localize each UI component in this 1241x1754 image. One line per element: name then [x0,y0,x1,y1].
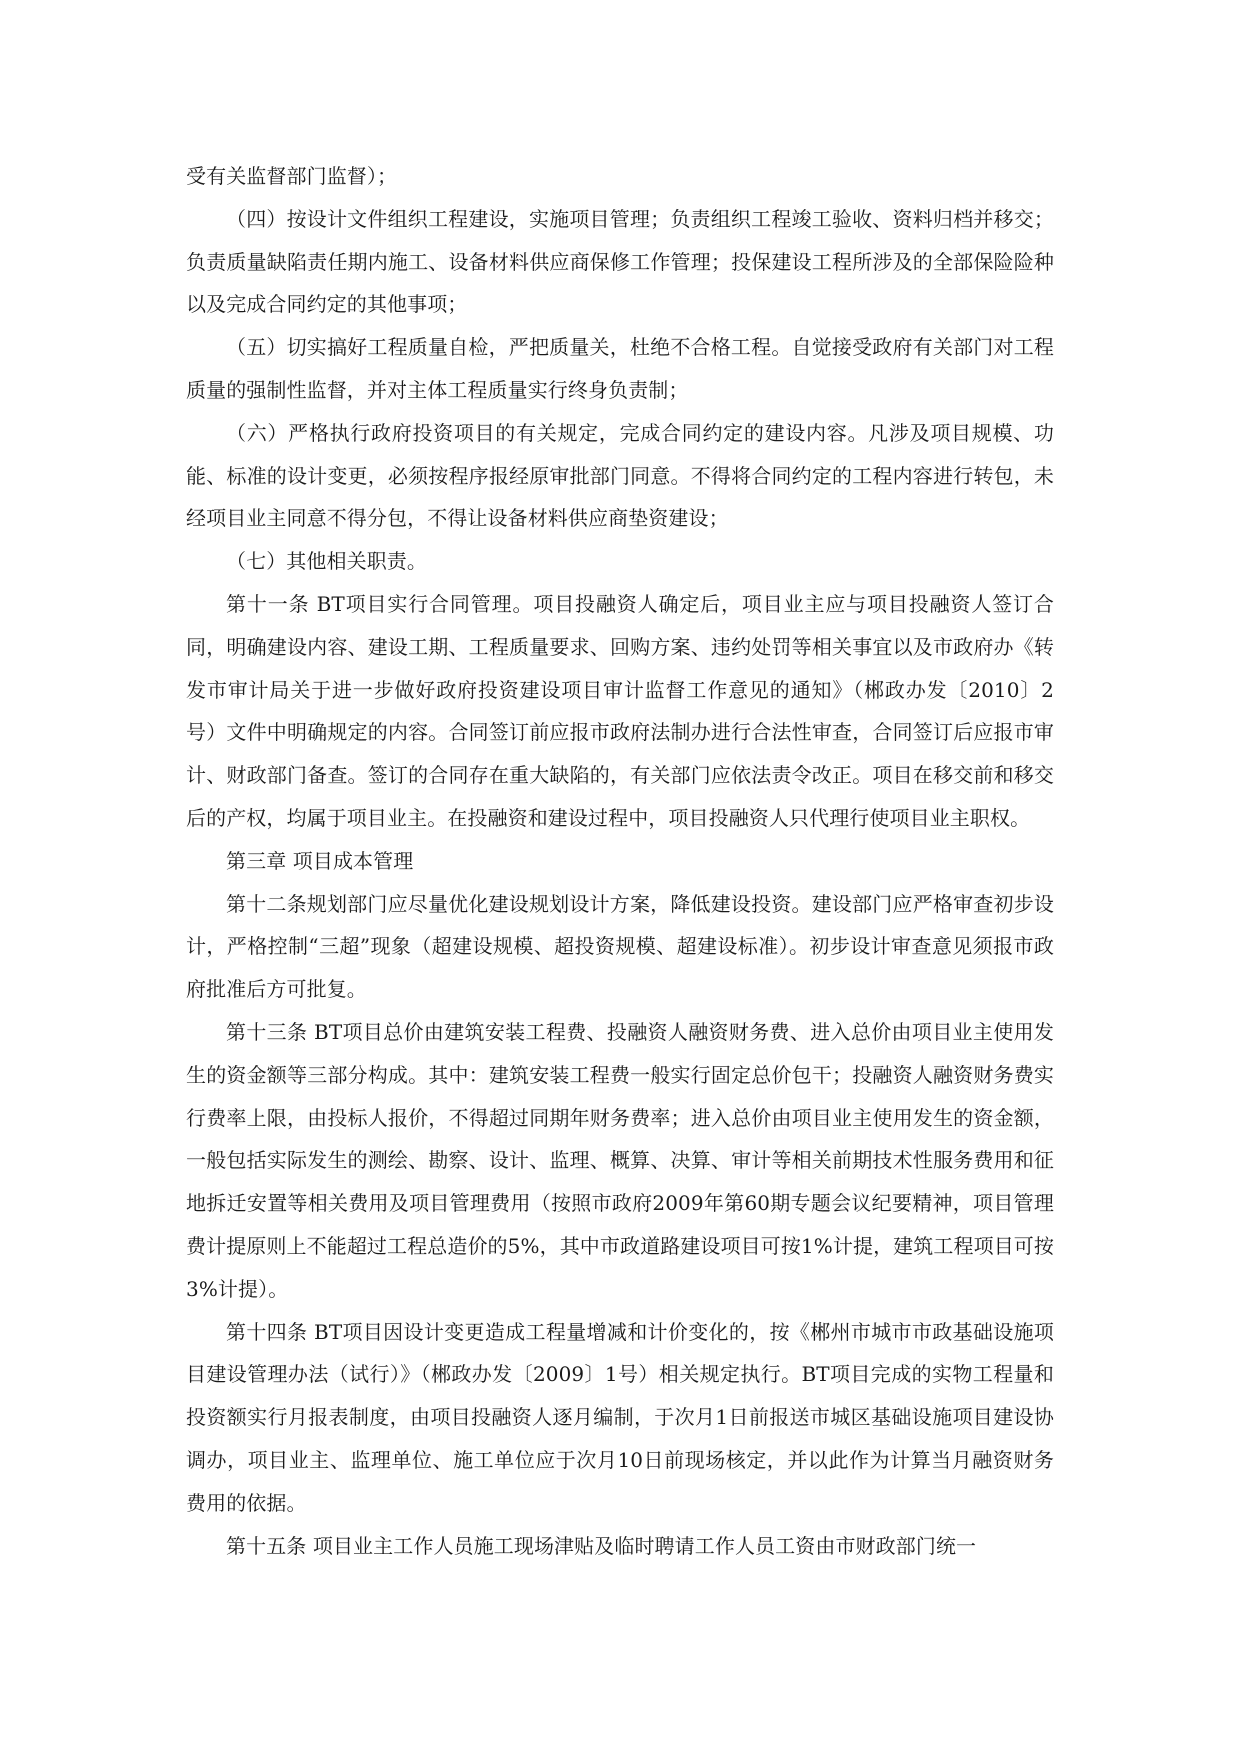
chapter-heading-3: 第三章 项目成本管理 [226,848,414,873]
paragraph-article-11: 第十一条 BT项目实行合同管理。项目投融资人确定后，项目业主应与项目投融资人签订合同，明确建设内容、建设工期、工程质量要求、回购方案、违约处罚等相关事宜以及市政府办《转发市审计局关于进一步做好政府投资建设项目审计监督工作意见的通知》（郴政办发〔2010〕2号）文件中明确规定的内容。合同签订前应报市政府法制办进行合法性审查，合同签订后应报市审计、财政部门备查。签订的合同存在重大缺陷的，有关部门应依法责令改正。项目在移交前和移交后的产权，均属于项目业主。在投融资和建设过程中，项目投融资人只代理行使项目业主职权。 [186,591,1054,830]
paragraph-item-4: （四）按设计文件组织工程建设，实施项目管理；负责组织工程竣工验收、资料归档并移交；负责质量缺陷责任期内施工、设备材料供应商保修工作管理；投保建设工程所涉及的全部保险险种以及完成合同约定的其他事项； [186,206,1054,317]
paragraph-continuation: 受有关监督部门监督）； [186,164,398,188]
paragraph-article-15: 第十五条 项目业主工作人员施工现场津贴及临时聘请工作人员工资由市财政部门统一 [226,1533,977,1558]
paragraph-item-7: （七）其他相关职责。 [226,549,427,574]
paragraph-item-5: （五）切实搞好工程质量自检，严把质量关，杜绝不合格工程。自觉接受政府有关部门对工程质量的强制性监督，并对主体工程质量实行终身负责制； [186,335,1054,402]
paragraph-article-14: 第十四条 BT项目因设计变更造成工程量增减和计价变化的，按《郴州市城市市政基础设施项目建设管理办法（试行）》（郴政办发〔2009〕1号）相关规定执行。BT项目完成的实物工程量和投资额实行月报表制度，由项目投融资人逐月编制，于次月1日前报送市城区基础设施项目建设协调办，项目业主、监理单位、施工单位应于次月10日前现场核定，并以此作为计算当月融资财务费用的依据。 [186,1319,1054,1515]
paragraph-article-13: 第十三条 BT项目总价由建筑安装工程费、投融资人融资财务费、进入总价由项目业主使用发生的资金额等三部分构成。其中：建筑安装工程费一般实行固定总价包干；投融资人融资财务费实行费率上限，由投标人报价，不得超过同期年财务费率；进入总价由项目业主使用发生的资金额，一般包括实际发生的测绘、勘察、设计、监理、概算、决算、审计等相关前期技术性服务费用和征地拆迁安置等相关费用及项目管理费用（按照市政府2009年第60期专题会议纪要精神，项目管理费计提原则上不能超过工程总造价的5%，其中市政道路建设项目可按1%计提，建筑工程项目可按3%计提）。 [186,1019,1054,1301]
paragraph-article-12: 第十二条规划部门应尽量优化建设规划设计方案，降低建设投资。建设部门应严格审查初步设计，严格控制“三超”现象（超建设规模、超投资规模、超建设标准）。初步设计审查意见须报市政府批准后方可批复。 [186,891,1054,1002]
paragraph-item-6: （六）严格执行政府投资项目的有关规定，完成合同约定的建设内容。凡涉及项目规模、功能、标准的设计变更，必须按程序报经原审批部门同意。不得将合同约定的工程内容进行转包，未经项目业主同意不得分包，不得让设备材料供应商垫资建设； [186,420,1054,531]
document-body [186,155,1054,1567]
